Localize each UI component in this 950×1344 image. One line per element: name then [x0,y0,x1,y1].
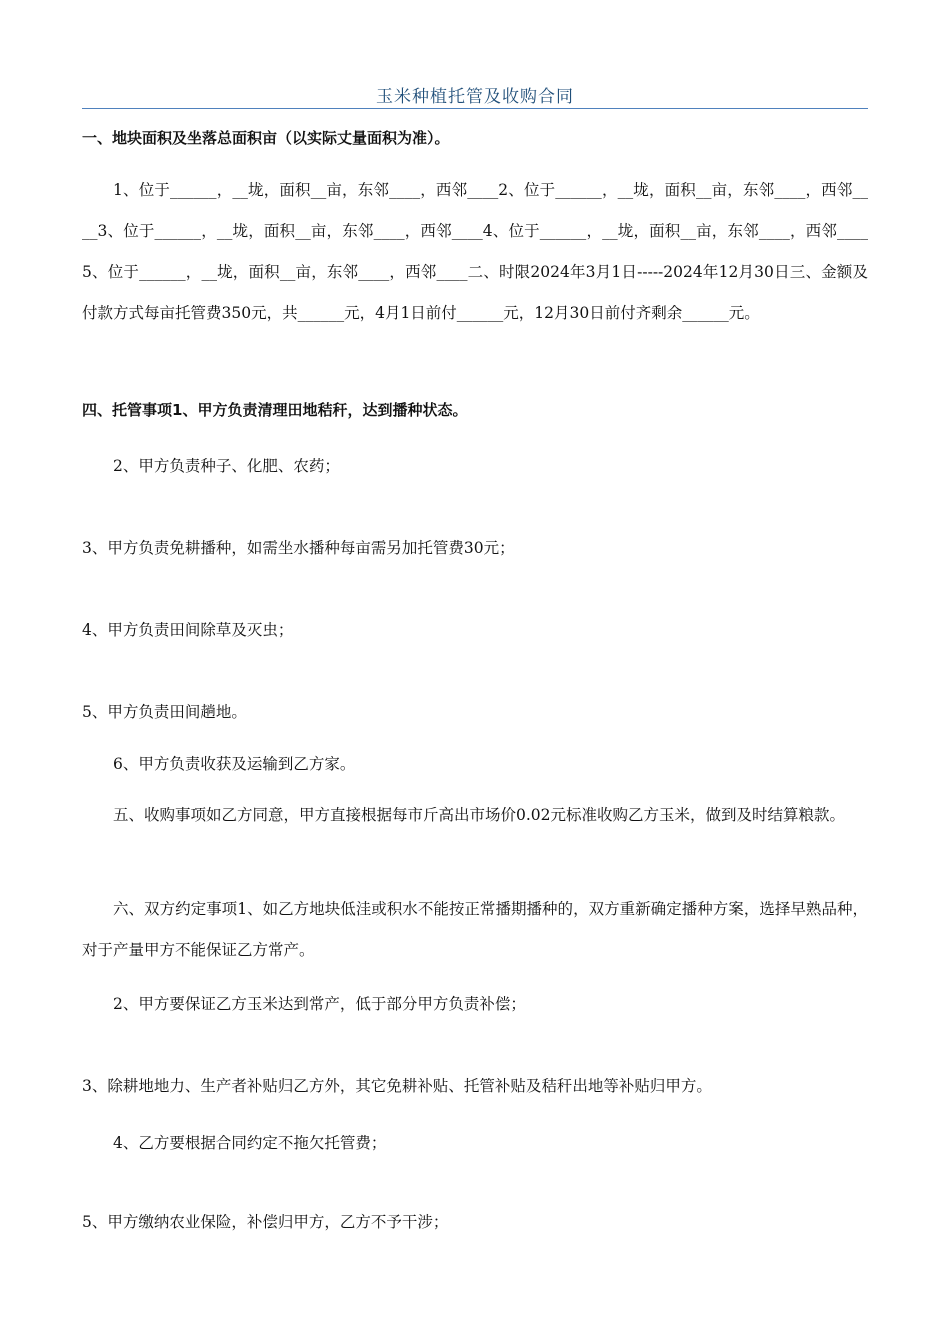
document-title: 玉米种植托管及收购合同 [376,87,574,107]
section-6-item-4: 4、乙方要根据合同约定不拖欠托管费； [113,1134,387,1152]
section-4-heading: 四、托管事项1、甲方负责清理田地秸秆，达到播种状态。 [82,401,468,419]
section-6-body: 六、双方约定事项1、如乙方地块低洼或积水不能按正常播期播种的，双方重新确定播种方案，选择早熟品种，对于产量甲方不能保证乙方常产。 [82,900,868,959]
section-4-item-6: 6、甲方负责收获及运输到乙方家。 [113,755,356,773]
section-6-item-2: 2、甲方要保证乙方玉米达到常产，低于部分甲方负责补偿； [113,995,526,1013]
title-underline [82,108,868,109]
section-5-body: 五、收购事项如乙方同意，甲方直接根据每市斤高出市场价0.02元标准收购乙方玉米，做到及时结算粮款。 [113,806,846,824]
section-4-item-3: 3、甲方负责免耕播种，如需坐水播种每亩需另加托管费30元； [82,539,515,557]
section-1-heading: 一、地块面积及坐落总面积亩（以实际丈量面积为准）。 [82,129,450,147]
section-4-item-2: 2、甲方负责种子、化肥、农药； [113,457,340,475]
section-6-item-3: 3、除耕地地力、生产者补贴归乙方外，其它免耕补贴、托管补贴及秸秆出地等补贴归甲方。 [82,1077,712,1095]
section-1-body: 1、位于______，__垅，面积__亩，东邻____，西邻____2、位于______，__垅，面积__亩，东邻____，西邻____3、位于______，__垅，面积__亩，东邻____，西邻____4、位于______，__垅，面积__亩，东邻____，西邻____5、位于______，__垅，面积__亩，东邻____，西邻____二、时限2024年3月1日-----2024年12月30日三、金额及付款方式每亩托管费350元，共______元，4月1日前付______元，12月30日前付齐剩余______元。 [82,181,868,322]
section-4-item-4: 4、甲方负责田间除草及灭虫； [82,621,294,639]
section-4-item-5: 5、甲方负责田间趟地。 [82,703,247,721]
section-6-item-5: 5、甲方缴纳农业保险，补偿归甲方，乙方不予干涉； [82,1213,449,1231]
